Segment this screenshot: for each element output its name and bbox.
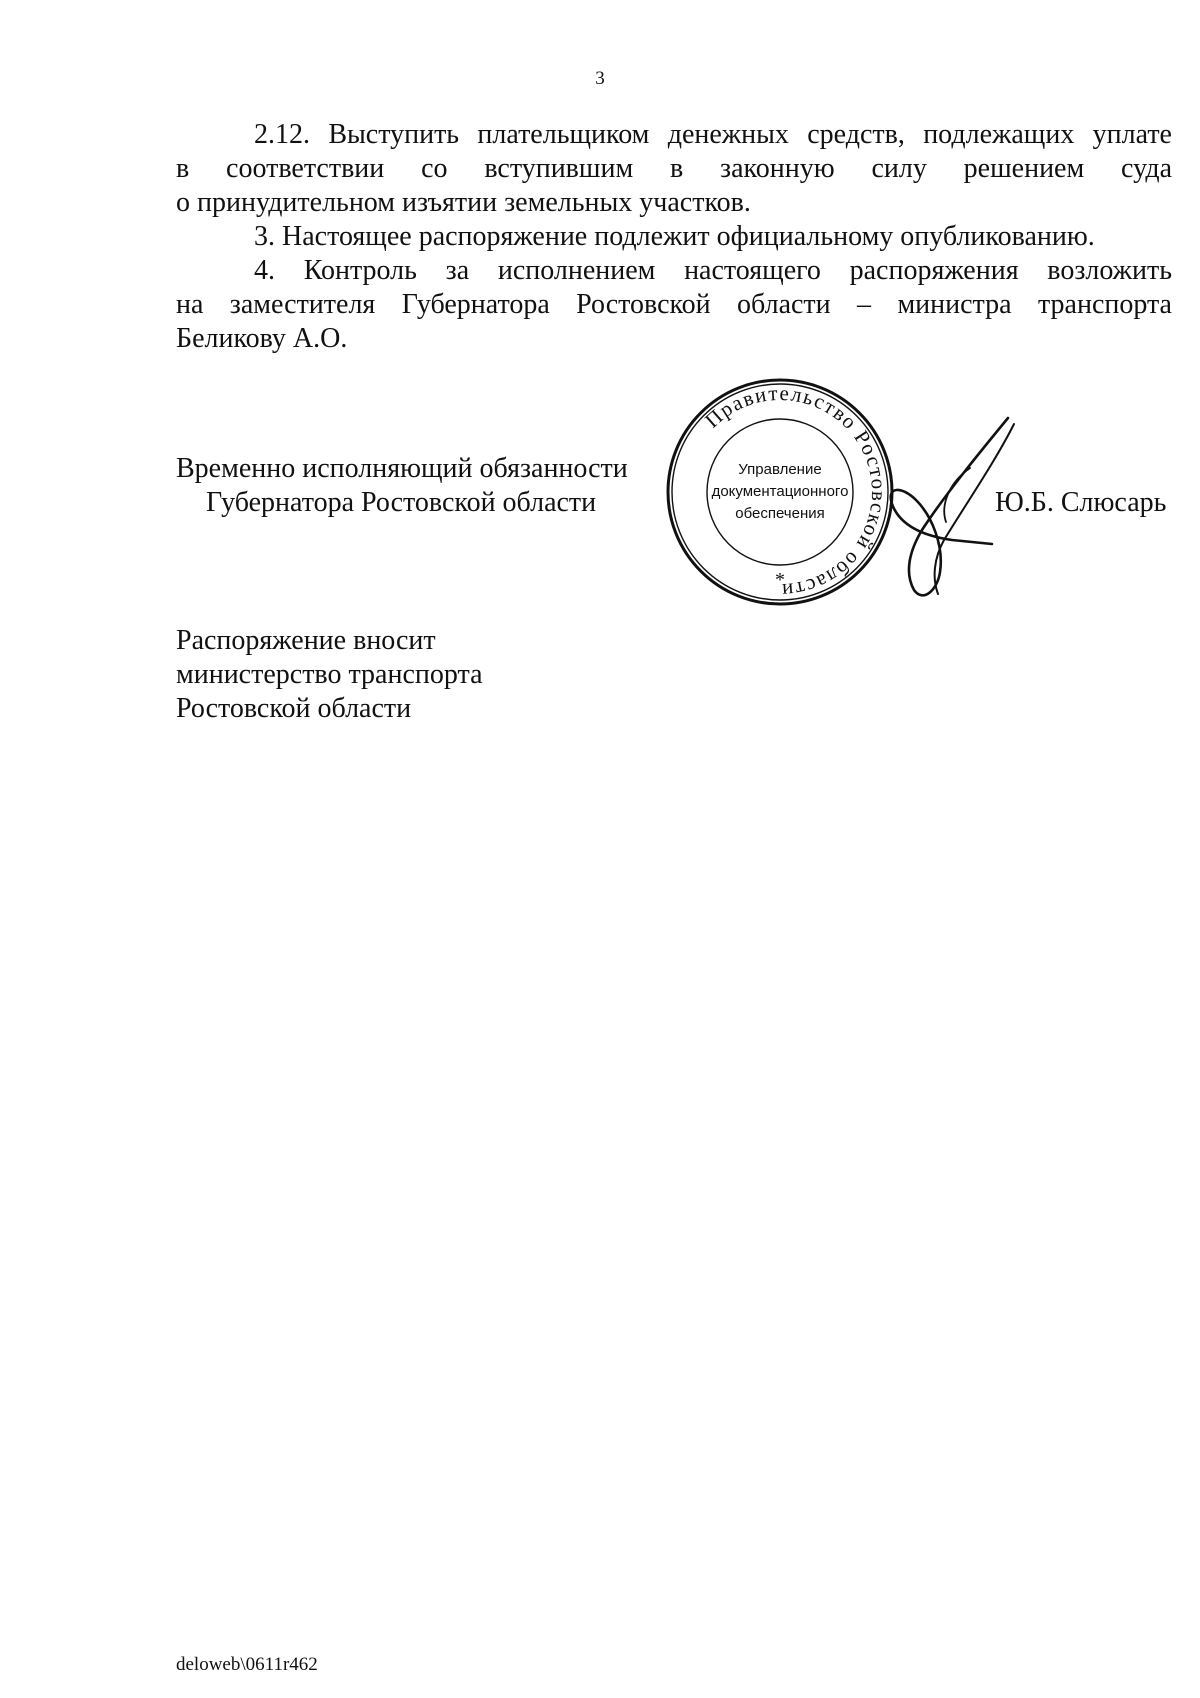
- paragraph-4-continued: [176, 288, 1172, 356]
- paragraph-line: 2.12. Выступить плательщиком денежных средств, подлежащих уплате: [254, 119, 1172, 150]
- seal-inner-line: документационного: [711, 483, 849, 500]
- seal-inner-line: Управление: [738, 461, 822, 478]
- submitter-block: [176, 624, 483, 726]
- official-seal: [664, 376, 896, 608]
- page-number: 3: [595, 68, 605, 89]
- paragraph-line: о принудительном изъятии земельных участков.: [176, 187, 751, 218]
- seal-outer-text: Правительство Ростовской области: [700, 380, 892, 604]
- paragraph-line: 4. Контроль за исполнением настоящего распоряжения возложить: [254, 255, 1172, 286]
- footer-document-code: deloweb\0611r462: [176, 1654, 318, 1675]
- paragraph-3: 3. Настоящее распоряжение подлежит официальному опубликованию.: [254, 221, 1095, 252]
- submitter-line: министерство транспорта: [176, 659, 483, 690]
- paragraph-2-12: [176, 118, 1172, 152]
- signatory-name: Ю.Б. Слюсарь: [995, 487, 1167, 518]
- paragraph-line: Беликову А.О.: [176, 323, 348, 354]
- signatory-title-line: Губернатора Ростовской области: [206, 487, 597, 518]
- seal-inner-line: обеспечения: [735, 505, 825, 522]
- submitter-line: Ростовской области: [176, 693, 412, 724]
- document-body: [176, 118, 1172, 356]
- signatory-title: [176, 452, 656, 520]
- paragraph-line: в соответствии со вступившим в законную силу решением суда: [176, 153, 1172, 184]
- paragraph-2-12-continued: [176, 152, 1172, 220]
- paragraph-4: [176, 254, 1172, 288]
- paragraph-line: на заместителя Губернатора Ростовской области – министра транспорта: [176, 289, 1172, 320]
- submitter-line: Распоряжение вносит: [176, 625, 436, 656]
- signatory-title-line: Временно исполняющий обязанности: [176, 453, 628, 484]
- seal-star: *: [775, 569, 785, 591]
